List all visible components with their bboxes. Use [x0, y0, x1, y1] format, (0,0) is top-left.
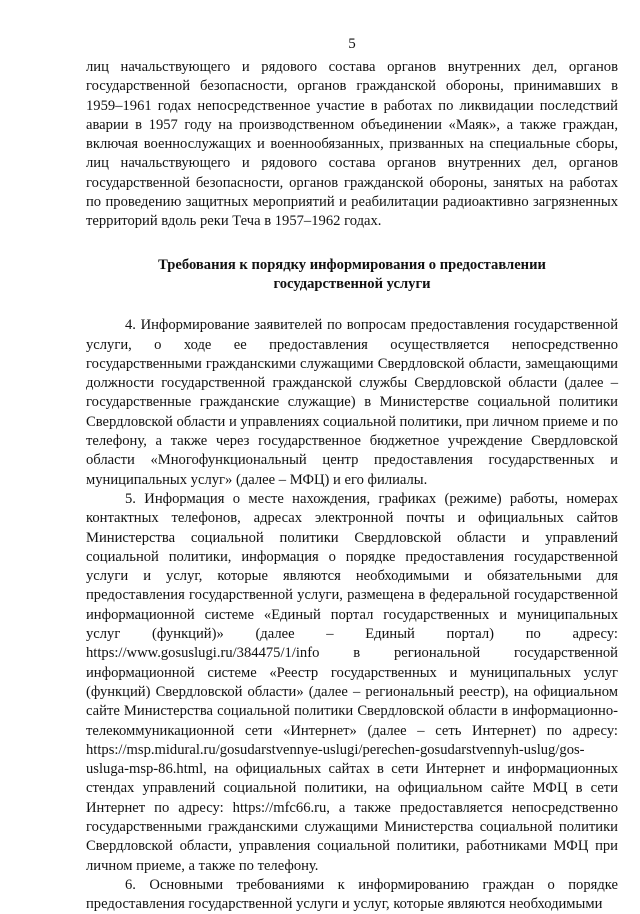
- document-page: [86, 34, 618, 914]
- section-heading-line-1: Требования к порядку информирования о предоставлении: [158, 256, 546, 273]
- paragraph-6: 6. Основными требованиями к информированию граждан о порядке предоставления государственной услуги и услуг, которые являются необходимыми: [86, 876, 618, 913]
- paragraph-4: 4. Информирование заявителей по вопросам предоставления государственной услуги, о ходе ее предоставления осуществляется непосредственно государственными гражданскими служащими Свердловской области, замещающими должности государственной гражданской службы Свердловской области (далее – государственные гражданские служащие) в Министерстве социальной политики Свердловской области и управлениях социальной политики, при личном приеме и по телефону, а также через государственное бюджетное учреждение Свердловской области «Многофункциональный центр предоставления государственных и муниципальных услуг» (далее – МФЦ) и его филиалы.: [86, 317, 618, 488]
- intro-paragraph: лиц начальствующего и рядового состава органов внутренних дел, органов государственной безопасности, органов гражданской обороны, принимавших в 1959–1961 годах непосредственное участие в работах по ликвидации последствий аварии в 1957 году на производственном объединении «Маяк», а также граждан, включая военнослужащих и военнообязанных, призванных на специальные сборы, лиц начальствующего и рядового состава органов внутренних дел, органов государственной безопасности, органов гражданской обороны, занятых на работах по проведению защитных мероприятий и реабилитации радиоактивно загрязненных территорий вдоль реки Теча в 1957–1962 годах.: [86, 59, 618, 230]
- section-heading: [86, 256, 618, 295]
- paragraph-5: 5. Информация о месте нахождения, графиках (режиме) работы, номерах контактных телефонов, адресах электронной почты и официальных сайтов Министерства социальной политики Свердловской области и управлений социальной политики, информация о порядке предоставления государственной услуги и услуг, которые являются необходимыми и обязательными для предоставления государственной услуги, размещена в федеральной государственной информационной системе «Единый портал государственных и муниципальных услуг (функций)» (далее – Единый портал) по адресу: https://www.gosuslugi.ru/384475/1/info в региональной государственной информационной системе «Реестр государственных и муниципальных услуг (функций) Свердловской области» (далее – региональный реестр), на официальном сайте Министерства социальной политики Свердловской области в информационно-телекоммуникационной сети «Интернет» (далее – сеть Интернет) по адресу: https://msp.midural.ru/gosudarstvennye-uslugi/perechen-gosudarstvennyh-uslug/gos-usluga-msp-86.html, на официальных сайтах в сети Интернет и информационных стендах управлений социальной политики, на официальном сайте МФЦ в сети Интернет по адресу: https://mfc66.ru, а также предоставляется непосредственно государственными гражданскими служащими Министерства социальной политики Свердловской области, управления социальной политики, работниками МФЦ при личном приеме, а также по телефону.: [86, 490, 618, 874]
- section-heading-line-2: государственной услуги: [273, 275, 431, 292]
- page-number: 5: [348, 36, 356, 52]
